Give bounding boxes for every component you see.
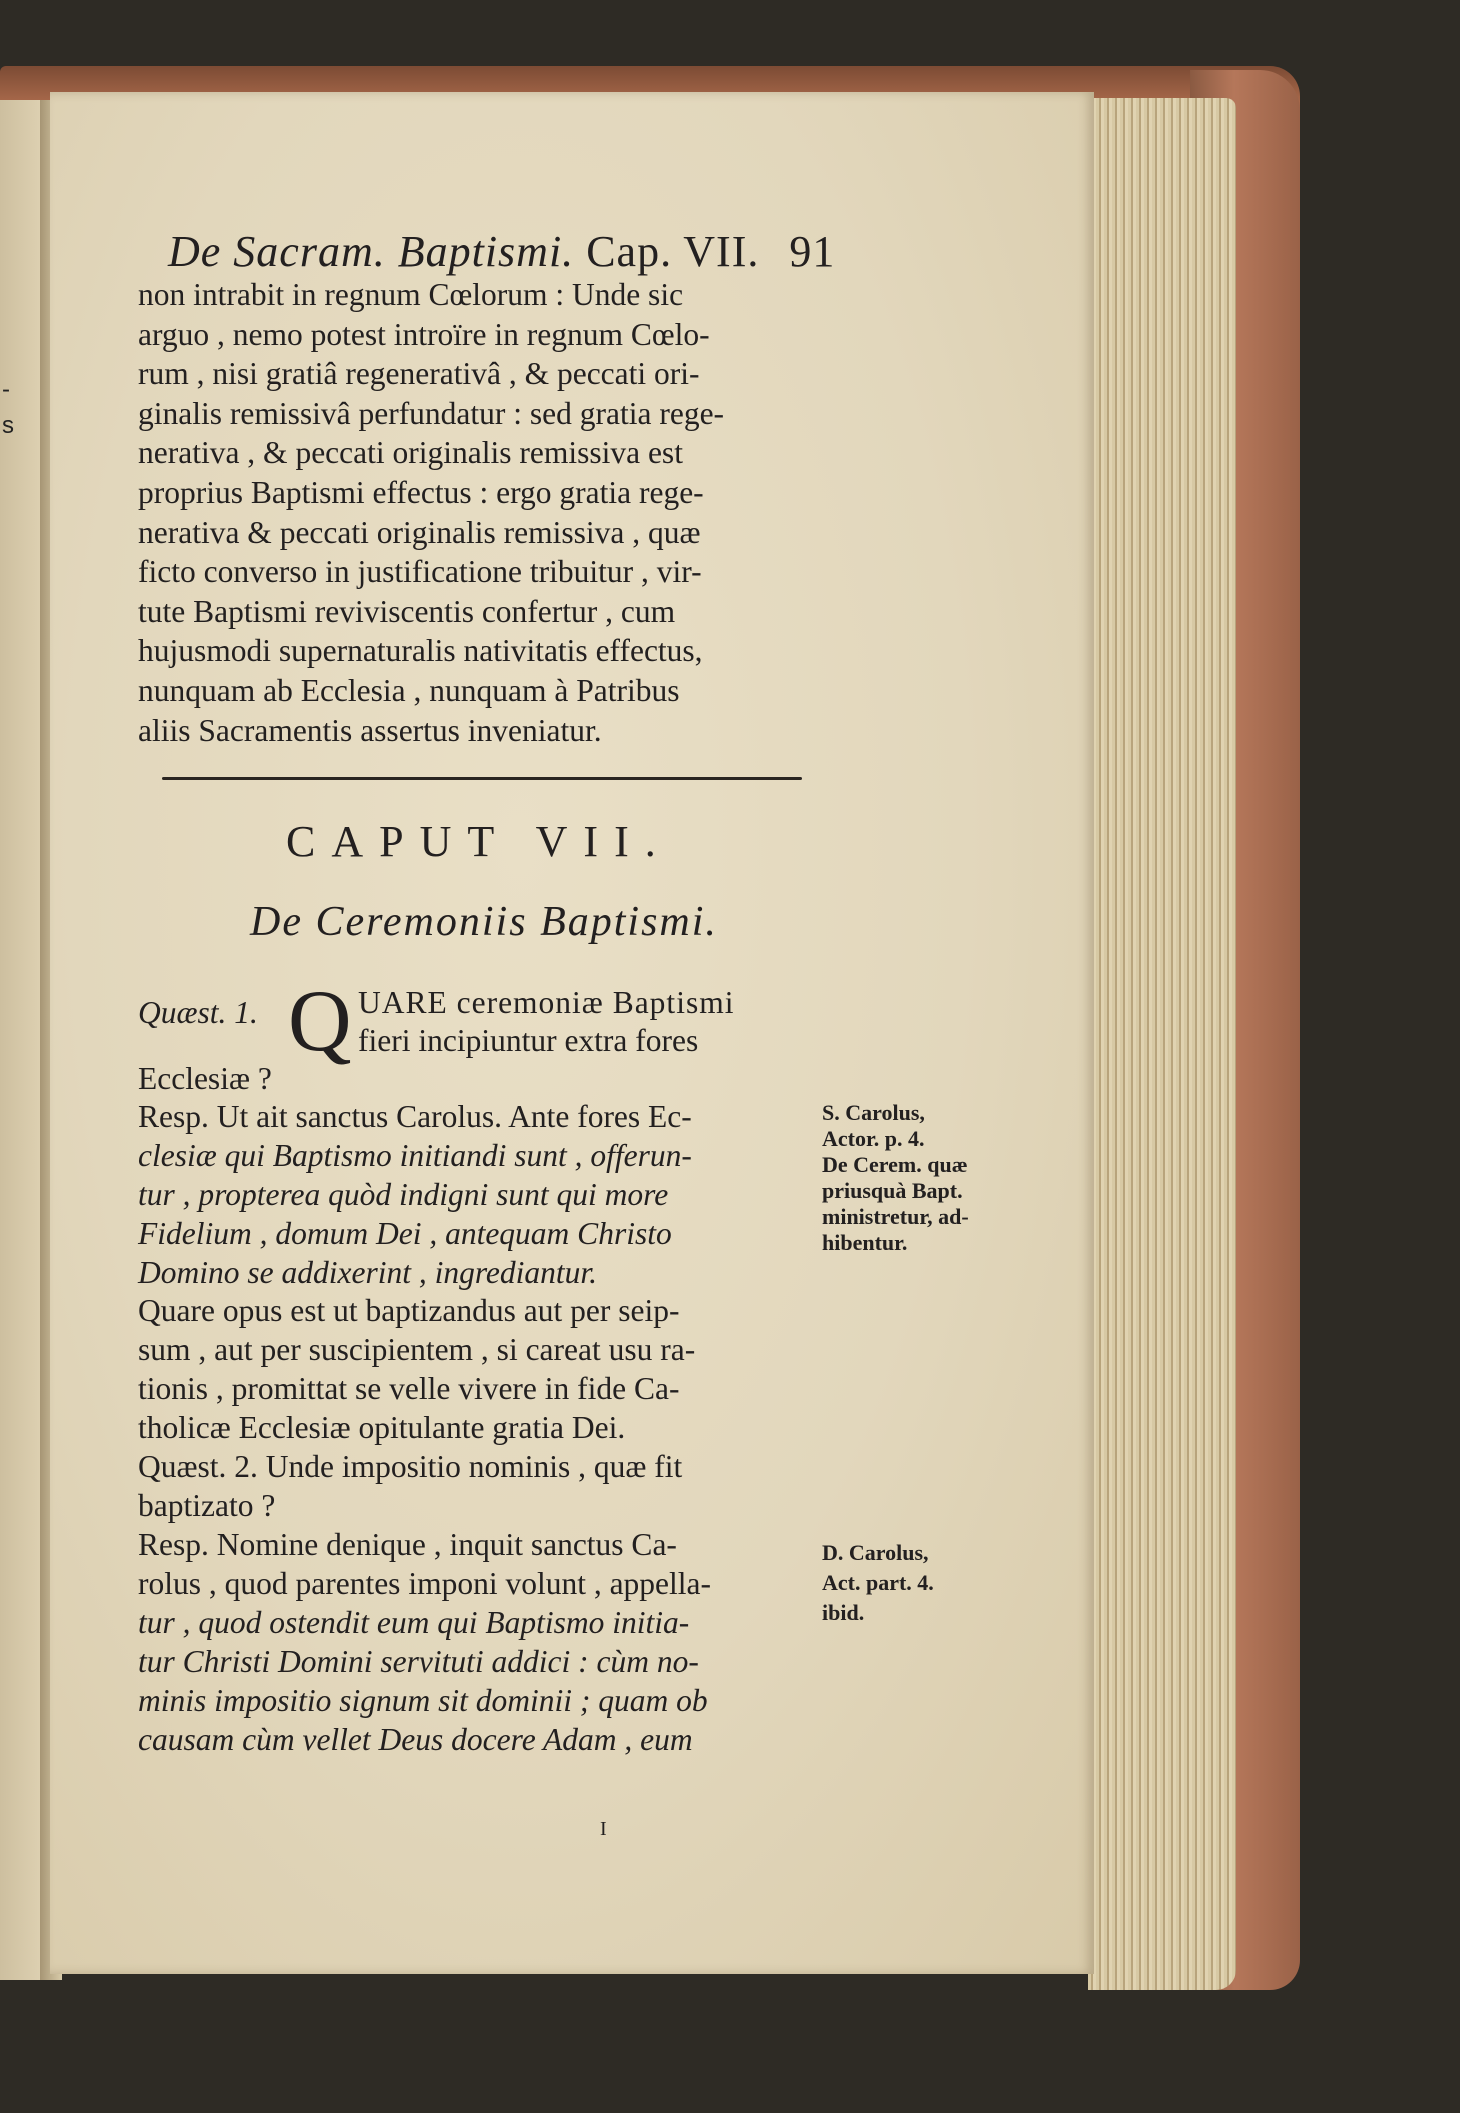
body-line: proprius Baptismi effectus : ergo gratia rege-: [138, 475, 704, 510]
question-line: UARE ceremoniæ Baptismi: [358, 985, 735, 1020]
response-line: Resp. Ut ait sanctus Carolus. Ante fores Ec-: [138, 1099, 692, 1134]
response-line: clesiæ qui Baptismo initiandi sunt , offerun-: [138, 1138, 692, 1173]
drop-cap: Q: [288, 973, 352, 1070]
body-line: ficto converso in justificatione tribuitur , vir-: [138, 554, 702, 590]
body-line: ginalis remissivâ perfundatur : sed gratia rege-: [138, 395, 725, 431]
body-line: hujusmodi supernaturalis nativitatis effectus,: [138, 633, 703, 669]
margin-note-line: D. Carolus,: [822, 1540, 929, 1565]
margin-note-line: priusquà Bapt.: [822, 1178, 963, 1203]
chapter-heading: CAPUT VII.: [286, 817, 672, 866]
margin-note-line: De Cerem. quæ: [822, 1152, 968, 1177]
running-head-title: De Sacram. Baptismi.: [168, 227, 575, 276]
margin-note-line: ibid.: [822, 1600, 865, 1625]
question2-line: rolus , quod parentes imponi volunt , appella-: [138, 1566, 712, 1601]
question2-line: tur , quod ostendit eum qui Baptismo initia-: [138, 1605, 690, 1640]
facing-page-mark: -: [2, 376, 10, 403]
facing-page-mark: s: [2, 412, 14, 439]
running-head-chapter: Cap. VII.: [586, 227, 760, 276]
page-number: 91: [789, 227, 836, 276]
body-line: tute Baptismi reviviscentis confertur , cum: [138, 593, 676, 629]
body-line: aliis Sacramentis assertus inveniatur.: [138, 712, 602, 748]
question2-line: Quæst. 2. Unde impositio nominis , quæ fit: [138, 1449, 683, 1484]
body-line: non intrabit in regnum Cœlorum : Unde sic: [138, 277, 684, 312]
catchword: I: [600, 1818, 607, 1840]
question2-line: Resp. Nomine denique , inquit sanctus Ca-: [138, 1527, 677, 1562]
margin-note-line: S. Carolus,: [822, 1100, 925, 1125]
chapter-subtitle: De Ceremoniis Baptismi.: [250, 899, 718, 945]
continuation-line: tholicæ Ecclesiæ opitulante gratia Dei.: [138, 1410, 626, 1445]
question2-line: causam cùm vellet Deus docere Adam , eum: [138, 1722, 693, 1757]
response-line: Domino se addixerint , ingrediantur.: [138, 1255, 598, 1290]
question-line: Ecclesiæ ?: [138, 1061, 272, 1096]
question-label: Quæst. 1.: [138, 995, 258, 1030]
margin-note-line: ministretur, ad-: [822, 1204, 969, 1229]
section-rule: [162, 777, 802, 780]
response-line: Fidelium , domum Dei , antequam Christo: [138, 1216, 672, 1251]
running-head: [168, 226, 835, 277]
question-line: fieri incipiuntur extra fores: [358, 1023, 699, 1058]
body-line: arguo , nemo potest introïre in regnum Cœlo-: [138, 316, 710, 352]
question2-line: tur Christi Domini servituti addici : cùm no-: [138, 1644, 699, 1679]
response-line: tur , propterea quòd indigni sunt qui more: [138, 1177, 669, 1212]
question2-line: minis impositio signum sit dominii ; quam ob: [138, 1683, 708, 1718]
margin-note-line: hibentur.: [822, 1230, 908, 1255]
body-line: nerativa , & peccati originalis remissiva est: [138, 435, 683, 471]
continuation-line: sum , aut per suscipientem , si careat usu ra-: [138, 1332, 696, 1367]
question2-line: baptizato ?: [138, 1488, 276, 1523]
body-line: nunquam ab Ecclesia , nunquam à Patribus: [138, 673, 680, 708]
page-edges: [1088, 98, 1236, 1990]
margin-note-line: Act. part. 4.: [822, 1570, 934, 1595]
body-line: nerativa & peccati originalis remissiva , quæ: [138, 514, 701, 550]
margin-note-line: Actor. p. 4.: [822, 1126, 925, 1151]
continuation-line: Quare opus est ut baptizandus aut per seip-: [138, 1293, 680, 1328]
body-line: rum , nisi gratiâ regenerativâ , & peccati ori-: [138, 356, 700, 392]
continuation-line: tionis , promittat se velle vivere in fide Ca-: [138, 1371, 680, 1406]
